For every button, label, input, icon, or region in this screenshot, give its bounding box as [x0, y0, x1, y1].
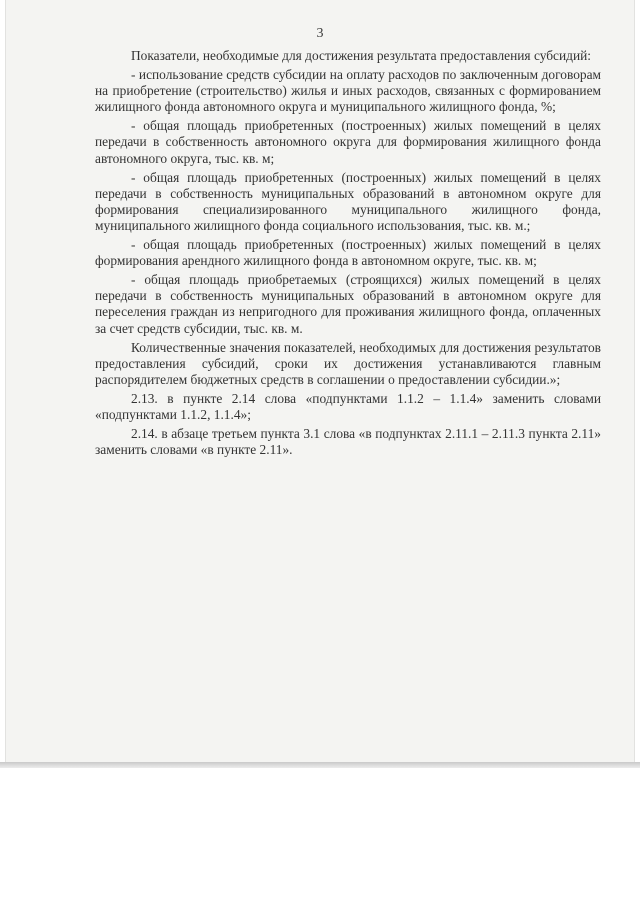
paragraph-quantitative-values: Количественные значения показателей, необходимых для достижения результатов предоставления субсидий, сроки их достижения устанавливаются главным распорядителем бюджетных средств в соглашении о предоставлении субсидии.»;: [95, 339, 601, 387]
paragraph-indicator-area-okrug: - общая площадь приобретенных (построенных) жилых помещений в целях передачи в собственность автономного округа для формирования жилищного фонда автономного округа, тыс. кв. м;: [95, 118, 601, 166]
paragraph-indicator-area-resettlement: - общая площадь приобретаемых (строящихся) жилых помещений в целях передачи в собственность муниципальных образований в автономном округе для переселения граждан из непригодного для проживания жилищного фонда, оплаченных за счет средств субсидии, тыс. кв. м.: [95, 272, 601, 336]
paragraph-indicator-funds-use: - использование средств субсидии на оплату расходов по заключенным договорам на приобретение (строительство) жилья и иных расходов, связанных с формированием жилищного фонда автономного округа и муниципального жилищного фонда, %;: [95, 67, 601, 115]
paragraph-indicator-area-rental: - общая площадь приобретенных (построенных) жилых помещений в целях формирования арендного жилищного фонда в автономном округе, тыс. кв. м;: [95, 237, 601, 269]
paragraph-item-2-13: 2.13. в пункте 2.14 слова «подпунктами 1.1.2 – 1.1.4» заменить словами «подпунктами 1.1.2, 1.1.4»;: [95, 390, 601, 422]
paragraph-item-2-14: 2.14. в абзаце третьем пункта 3.1 слова «в подпунктах 2.11.1 – 2.11.3 пункта 2.11» заменить словами «в пункте 2.11».: [95, 426, 601, 458]
sheet-bottom-edge: [0, 762, 640, 768]
document-body: [95, 48, 601, 461]
paragraph-indicator-area-municipal: - общая площадь приобретенных (построенных) жилых помещений в целях передачи в собственность муниципальных образований в автономном округе для формирования специализированного муниципального жилищного фонда, муниципального жилищного фонда социального использования, тыс. кв. м.;: [95, 169, 601, 233]
paragraph-indicators-intro: Показатели, необходимые для достижения результата предоставления субсидий:: [131, 48, 592, 63]
page-number: 3: [316, 26, 324, 41]
